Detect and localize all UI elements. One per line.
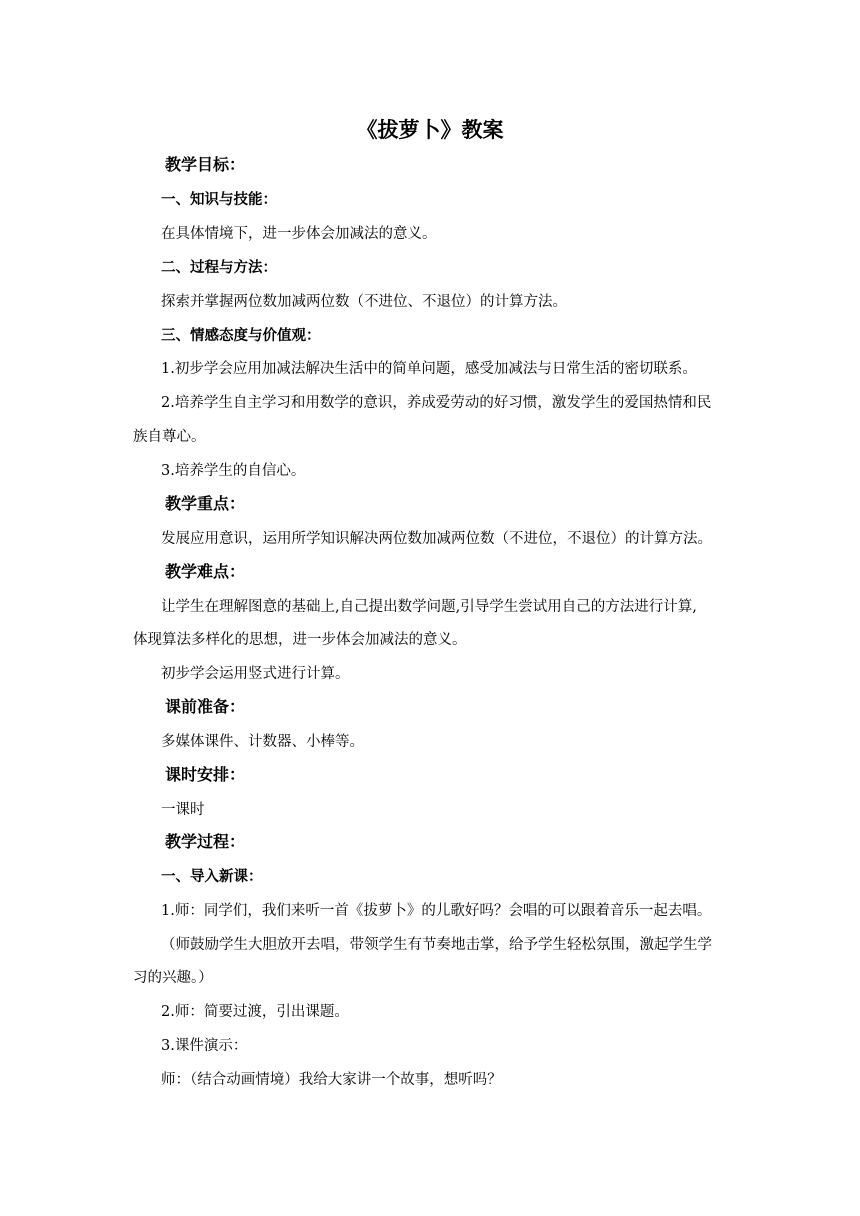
paragraph: （师鼓励学生大胆放开去唱，带领学生有节奏地击掌，给予学生轻松氛围，激起学生学 [161,937,712,953]
paragraph-continuation: 习的兴趣。） [133,970,213,986]
paragraph: 多媒体课件、计数器、小棒等。 [161,734,364,750]
paragraph: 一课时 [161,802,205,818]
paragraph-continuation: 体现算法多样化的思想，进一步体会加减法的意义。 [133,632,467,648]
heading-preparation: 课前准备： [165,697,246,716]
heading-teaching-process: 教学过程： [165,832,246,851]
paragraph: 发展应用意识，运用所学知识解决两位数加减两位数（不进位，不退位）的计算方法。 [161,531,712,547]
heading-teaching-goals: 教学目标： [165,155,246,174]
subheading-emotion-values: 三、情感态度与价值观： [161,328,321,344]
paragraph: 师：（结合动画情境）我给大家讲一个故事，想听吗？ [161,1072,502,1088]
paragraph-continuation: 族自尊心。 [133,429,206,445]
document-title: 《拔萝卜》教案 [356,118,504,142]
paragraph: 探索并掌握两位数加减两位数（不进位、不退位）的计算方法。 [161,294,567,310]
paragraph: 2.培养学生自主学习和用数学的意识，养成爱劳动的好习惯，激发学生的爱国热情和民 [161,395,712,411]
paragraph: 1.初步学会应用加减法解决生活中的简单问题，感受加减法与日常生活的密切联系。 [161,361,697,377]
paragraph: 在具体情境下，进一步体会加减法的意义。 [161,226,437,242]
subheading-introduction: 一、导入新课： [161,869,263,885]
paragraph: 1.师：同学们，我们来听一首《拔萝卜》的儿歌好吗？会唱的可以跟着音乐一起去唱。 [161,903,712,919]
paragraph: 初步学会运用竖式进行计算。 [161,666,350,682]
paragraph: 3.课件演示： [161,1038,248,1054]
paragraph: 3.培养学生的自信心。 [161,463,306,479]
paragraph: 让学生在理解图意的基础上,自己提出数学问题,引导学生尝试用自己的方法进行计算, [161,599,697,615]
heading-teaching-focus: 教学重点： [165,494,246,513]
subheading-process-method: 二、过程与方法： [161,260,277,276]
heading-teaching-difficulty: 教学难点： [165,562,246,581]
subheading-knowledge-skills: 一、知识与技能： [161,192,277,208]
paragraph: 2.师：简要过渡，引出课题。 [161,1004,349,1020]
heading-schedule: 课时安排： [165,765,246,784]
